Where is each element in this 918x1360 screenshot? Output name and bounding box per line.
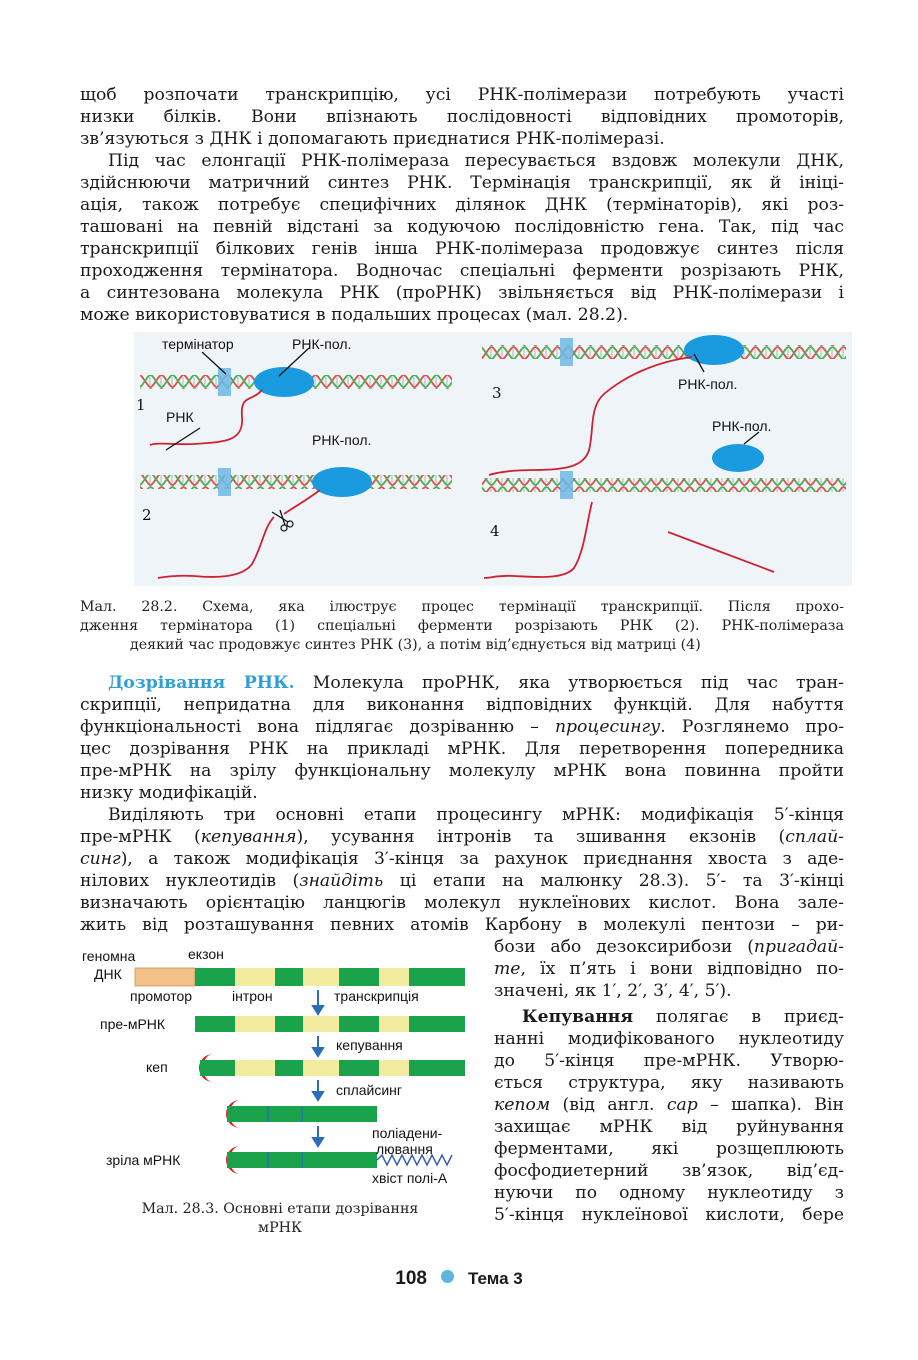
rna-pol-label-3: РНК-пол. <box>678 376 738 392</box>
text-fragment: нілових нуклеотидів ( <box>80 871 300 891</box>
text-line: скрипції, непридатна для виконання відповідних функцій. Для набуття <box>80 695 844 715</box>
genomic-dna-bar <box>135 968 465 986</box>
capping-label: кепування <box>336 1037 403 1053</box>
cap-label: кеп <box>146 1059 168 1075</box>
text-line: нуючи по одному нуклеотиду з <box>494 1183 844 1203</box>
term-emphasis: кепом <box>494 1095 551 1115</box>
caption-line: Мал. 28.2. Схема, яка ілюструє процес термінації транскрипції. Після прохо- <box>80 599 844 615</box>
text-line: 5′-кінця нуклеїнової кислоти, бере <box>494 1205 844 1225</box>
page-footer <box>0 1268 918 1290</box>
term-emphasis: те <box>494 959 521 979</box>
promoter-label: промотор <box>130 988 193 1004</box>
term-emphasis: процесингу <box>554 717 661 737</box>
paragraph-4 <box>80 804 844 936</box>
figure-28-3 <box>80 944 480 1192</box>
term-emphasis: сплай- <box>785 827 844 847</box>
caption-line: деякий час продовжує синтез РНК (3), а потім від’єднується від матриці (4) <box>130 637 701 653</box>
text-line: визначають орієнтацію ланцюгів молекул нуклеїнових кислот. Вона зале- <box>80 893 844 913</box>
text-fragment: ), усування інтронів та зшивання екзонів ( <box>296 827 786 847</box>
term-emphasis: знайдіть <box>299 871 384 891</box>
polyadenylation-label-2: лювання <box>376 1141 433 1157</box>
terminator-block-2 <box>218 468 231 496</box>
pre-mrna-label: пре-мРНК <box>100 1016 166 1032</box>
caption-line: мРНК <box>258 1220 302 1236</box>
text-line: цес дозрівання РНК на прикладі мРНК. Для перетворення попередника <box>80 739 844 759</box>
rna-pol-label-1: РНК-пол. <box>292 336 352 352</box>
dna-helix-3 <box>482 345 846 359</box>
text-line: ферментами, які розщеплюють <box>494 1139 844 1159</box>
caption-line: дження термінатора (1) спеціальні ферменти розрізають РНК (2). РНК-полімераза <box>80 618 844 634</box>
panel-number-2: 2 <box>142 506 152 524</box>
exon-label: екзон <box>188 946 224 962</box>
terminator-block-3 <box>560 338 573 366</box>
text-fragment: – шапка). Він <box>697 1095 844 1115</box>
paragraph-2 <box>80 150 844 326</box>
term-emphasis: кепування <box>200 827 297 847</box>
term-emphasis: cap <box>666 1095 698 1115</box>
panel-number-4: 4 <box>490 522 500 540</box>
text-line <box>80 870 844 892</box>
text-line <box>494 936 844 958</box>
paragraph-1 <box>80 84 844 150</box>
dna-helix-2 <box>140 475 452 489</box>
text-line: нанні модифікованого нуклеотиду <box>494 1029 844 1049</box>
text-fragment: полягає в приєд- <box>633 1007 844 1027</box>
text-fragment: . Розглянемо про- <box>660 717 844 737</box>
rna-polymerase-2 <box>312 467 372 497</box>
text-line <box>80 716 844 738</box>
text-line: значені, як 1′, 2′, 3′, 4′, 5′). <box>494 981 732 1001</box>
rna-label: РНК <box>166 409 194 425</box>
text-fragment: , їх п’ять і вони відповідно по- <box>520 959 844 979</box>
polyadenylation-label-1: поліадени- <box>372 1125 443 1141</box>
text-line: зв’язуються з ДНК і допомагають приєднатися РНК-полімеразі. <box>80 129 665 149</box>
genomic-dna-label-1: геномна <box>82 948 136 964</box>
text-line: захищає мРНК від руйнування <box>494 1117 844 1137</box>
figure-28-2-caption <box>80 598 844 655</box>
text-line: здійснюючи матричний синтез РНК. Термінація транскрипції, як й ініці- <box>80 173 844 193</box>
rna-polymerase-3 <box>684 335 744 365</box>
transcription-label: транскрипція <box>334 988 419 1004</box>
term-bold: Кепування <box>522 1007 634 1027</box>
paragraph-3 <box>80 672 844 804</box>
figure-28-2 <box>134 332 852 586</box>
text-line: ташовані на певній відстані за кодуючою послідовністю гена. Так, під час <box>80 217 844 237</box>
page-number: 108 <box>395 1268 427 1289</box>
text-fragment: бози або дезоксирибози ( <box>494 937 754 957</box>
text-line: проходження термінатора. Водночас спеціальні ферменти розрізають РНК, <box>80 261 844 281</box>
topic-label: Тема 3 <box>467 1269 523 1288</box>
text-line: Виділяють три основні етапи процесингу мРНК: модифікація 5′-кінця <box>108 805 844 825</box>
text-line: може використовуватися в подальших процесах (мал. 28.2). <box>80 305 629 325</box>
text-line <box>494 1094 844 1116</box>
term-emphasis: пригадай- <box>753 937 844 957</box>
text-line <box>494 958 844 980</box>
text-fragment: Молекула проРНК, яка утворюється під час тран- <box>312 673 844 693</box>
capped-mrna-bar <box>199 1054 465 1082</box>
text-line: низки білків. Вони впізнають послідовності відповідних промоторів, <box>80 107 844 127</box>
text-fragment: (від англ. <box>550 1095 667 1115</box>
mature-mrna-label: зріла мРНК <box>106 1152 181 1168</box>
term-emphasis: синг <box>80 849 121 869</box>
rna-pol-label-4: РНК-пол. <box>712 418 772 434</box>
transcription-termination-diagram <box>134 332 852 586</box>
text-fragment: ), а також модифікація 3′-кінця за рахунок приєднання хвоста з аде- <box>120 849 844 869</box>
text-line <box>80 672 844 694</box>
poly-a-tail-label: хвіст полі-А <box>372 1170 448 1186</box>
section-heading: Дозрівання РНК. <box>108 673 295 693</box>
panel-number-1: 1 <box>136 396 146 414</box>
text-line: низку модифікацій. <box>80 783 258 803</box>
text-line: транскрипції білкових генів інша РНК-полімераза продовжує синтез після <box>80 239 844 259</box>
panel-number-3: 3 <box>492 384 502 402</box>
text-line <box>80 848 844 870</box>
dna-helix-4 <box>482 478 846 492</box>
terminator-block-4 <box>560 471 573 499</box>
text-line: Під час елонгації РНК-полімераза пересувається вздовж молекули ДНК, <box>108 151 844 171</box>
text-line <box>494 1006 844 1028</box>
text-line: фосфодиетерний зв’язок, від’єд- <box>494 1161 844 1181</box>
text-line: а синтезована молекула РНК (проРНК) звільняється від РНК-полімерази і <box>80 283 844 303</box>
text-fragment: ці етапи на малюнку 28.3). 5′- та 3′-кінці <box>383 871 844 891</box>
figure-28-3-caption <box>80 1200 480 1238</box>
rna-polymerase-4 <box>712 444 764 472</box>
intron-label: інтрон <box>232 988 273 1004</box>
text-line: щоб розпочати транскрипцію, усі РНК-полімерази потребують участі <box>80 85 844 105</box>
genomic-dna-label-2: ДНК <box>94 966 122 982</box>
right-column-text <box>494 936 844 1226</box>
pre-mrna-bar <box>195 1016 465 1032</box>
text-line: пре-мРНК на зрілу функціональну молекулу мРНК вона повинна пройти <box>80 761 844 781</box>
text-line: ація, також потребує специфічних ділянок ДНК (термінаторів), які роз- <box>80 195 844 215</box>
caption-line: Мал. 28.3. Основні етапи дозрівання <box>141 1201 419 1217</box>
text-line: ється структура, яку називають <box>494 1073 844 1093</box>
splicing-label: сплайсинг <box>336 1082 403 1098</box>
spliced-mrna-bar <box>226 1100 377 1128</box>
bullet-dot-icon <box>441 1270 454 1283</box>
text-line: до 5′-кінця пре-мРНК. Утворю- <box>494 1051 844 1071</box>
text-line <box>80 826 844 848</box>
terminator-label: термінатор <box>162 336 234 352</box>
text-line: жить від розташування певних атомів Карбону в молекулі пентози – ри- <box>80 915 844 935</box>
text-fragment: пре-мРНК ( <box>80 827 201 847</box>
rna-pol-label-2: РНК-пол. <box>312 432 372 448</box>
text-fragment: функціональності вона підлягає дозріванню – <box>80 717 539 737</box>
